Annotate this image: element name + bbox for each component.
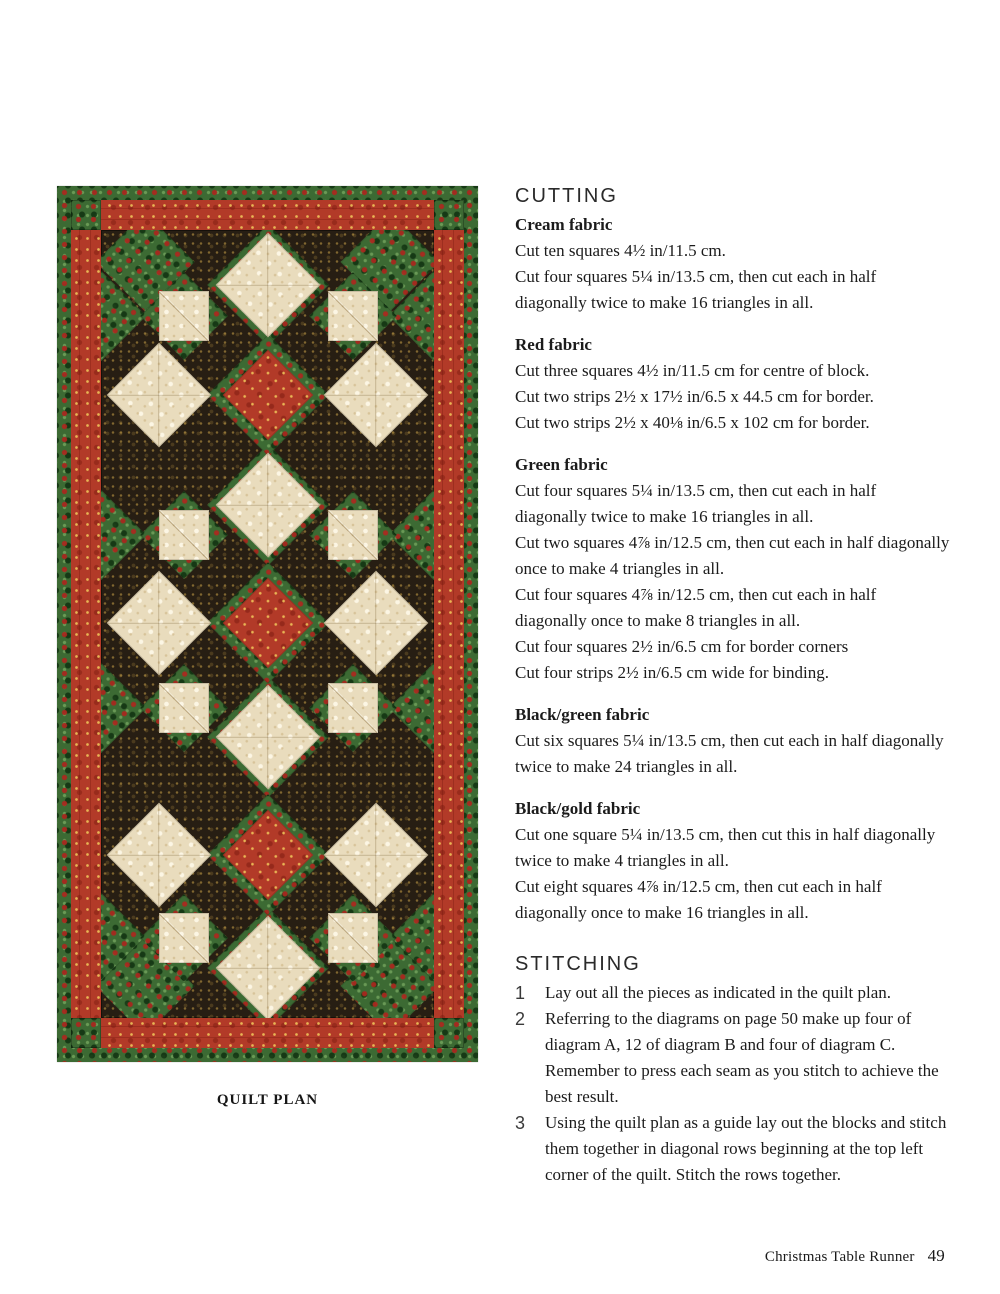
cutting-instruction: Cut four squares 5¼ in/13.5 cm, then cut each in half diagonally twice to make 16 triangles in all. — [515, 267, 877, 312]
cutting-instruction: Cut four strips 2½ in/6.5 cm wide for binding. — [515, 663, 830, 682]
quilt-red-border-right — [434, 200, 464, 1048]
cutting-heading: CUTTING — [515, 185, 618, 207]
cutting-instruction: Cut two squares 4⅞ in/12.5 cm, then cut each in half diagonally once to make 4 triangles in all. — [515, 533, 950, 578]
red-centre-square — [222, 810, 313, 901]
cream-square-on-point — [215, 453, 320, 558]
cream-square-on-point — [215, 916, 320, 1018]
cutting-instruction: Cut ten squares 4½ in/11.5 cm. — [515, 241, 726, 260]
fabric-section-title: Red fabric — [515, 335, 592, 354]
cutting-instruction: Cut four squares 2½ in/6.5 cm for border corners — [515, 637, 849, 656]
cream-square-on-point — [215, 685, 320, 790]
stitching-step — [515, 980, 951, 1006]
cutting-instruction: Cut eight squares 4⅞ in/12.5 cm, then cut each in half diagonally once to make 16 triangles in all. — [515, 877, 882, 922]
cutting-instruction: Cut two strips 2½ x 40⅛ in/6.5 x 102 cm for border. — [515, 413, 870, 432]
fabric-section-title: Black/gold fabric — [515, 799, 641, 818]
step-text: Lay out all the pieces as indicated in the quilt plan. — [545, 983, 892, 1002]
cream-square-on-point — [324, 343, 429, 448]
quilt-plan-figure — [57, 186, 478, 1109]
quilt-border-corner-square — [71, 1018, 101, 1048]
corner-triangle-unit — [328, 291, 378, 341]
step-text: Using the quilt plan as a guide lay out the blocks and stitch them together in diagonal rows beginning at the top left corner of the quilt. Stitch the rows together. — [545, 1113, 947, 1184]
corner-triangle-unit — [328, 683, 378, 733]
cream-square-on-point — [107, 571, 212, 676]
quilt-photo — [57, 186, 478, 1062]
quilt-center-field — [101, 230, 434, 1018]
quilt-border-corner-square — [434, 200, 464, 230]
corner-triangle-unit — [159, 683, 209, 733]
corner-triangle-unit — [328, 510, 378, 560]
cutting-instruction: Cut two strips 2½ x 17½ in/6.5 x 44.5 cm for border. — [515, 387, 874, 406]
footer-page-number: 49 — [927, 1246, 945, 1265]
stitching-step — [515, 1006, 951, 1110]
cutting-section — [515, 212, 951, 316]
stitching-heading: STITCHING — [515, 953, 641, 975]
cream-square-on-point — [107, 343, 212, 448]
cutting-instruction: Cut four squares 5¼ in/13.5 cm, then cut each in half diagonally twice to make 16 triangles in all. — [515, 481, 877, 526]
cutting-sections — [515, 212, 951, 926]
red-centre-square — [222, 578, 313, 669]
fabric-section-title: Cream fabric — [515, 215, 613, 234]
cutting-instruction: Cut one square 5¼ in/13.5 cm, then cut this in half diagonally twice to make 4 triangles in all. — [515, 825, 936, 870]
cutting-instruction: Cut six squares 5¼ in/13.5 cm, then cut each in half diagonally twice to make 24 triangles in all. — [515, 731, 944, 776]
cream-square-on-point — [215, 233, 320, 338]
cutting-section — [515, 796, 951, 926]
step-number: 2 — [515, 1009, 526, 1029]
footer-chapter-title: Christmas Table Runner — [764, 1249, 915, 1265]
cutting-instruction: Cut four squares 4⅞ in/12.5 cm, then cut each in half diagonally once to make 8 triangles in all. — [515, 585, 877, 630]
step-text: Referring to the diagrams on page 50 make up four of diagram A, 12 of diagram B and four of diagram C. Remember to press each seam as you stitch to achieve the best result. — [545, 1009, 939, 1106]
cream-square-on-point — [324, 803, 429, 908]
cutting-instruction: Cut three squares 4½ in/11.5 cm for centre of block. — [515, 361, 870, 380]
quilt-red-border-bottom — [71, 1018, 464, 1048]
fabric-section-title: Green fabric — [515, 455, 608, 474]
cutting-section — [515, 452, 951, 686]
quilt-caption: QUILT PLAN — [216, 1092, 319, 1108]
instructions-column — [515, 184, 951, 1188]
step-number: 1 — [515, 983, 526, 1003]
quilt-border-corner-square — [434, 1018, 464, 1048]
quilt-red-border-top — [71, 200, 464, 230]
quilt-border-corner-square — [71, 200, 101, 230]
corner-triangle-unit — [328, 913, 378, 963]
stitching-step — [515, 1110, 951, 1188]
corner-triangle-unit — [159, 913, 209, 963]
cutting-section — [515, 702, 951, 780]
red-centre-square — [222, 350, 313, 441]
cutting-section — [515, 332, 951, 436]
page-footer — [765, 1246, 945, 1266]
cream-square-on-point — [324, 571, 429, 676]
corner-triangle-unit — [159, 291, 209, 341]
quilt-red-border-left — [71, 200, 101, 1048]
corner-triangle-unit — [159, 510, 209, 560]
fabric-section-title: Black/green fabric — [515, 705, 650, 724]
step-number: 3 — [515, 1113, 526, 1133]
cream-square-on-point — [107, 803, 212, 908]
stitching-steps — [515, 980, 951, 1188]
